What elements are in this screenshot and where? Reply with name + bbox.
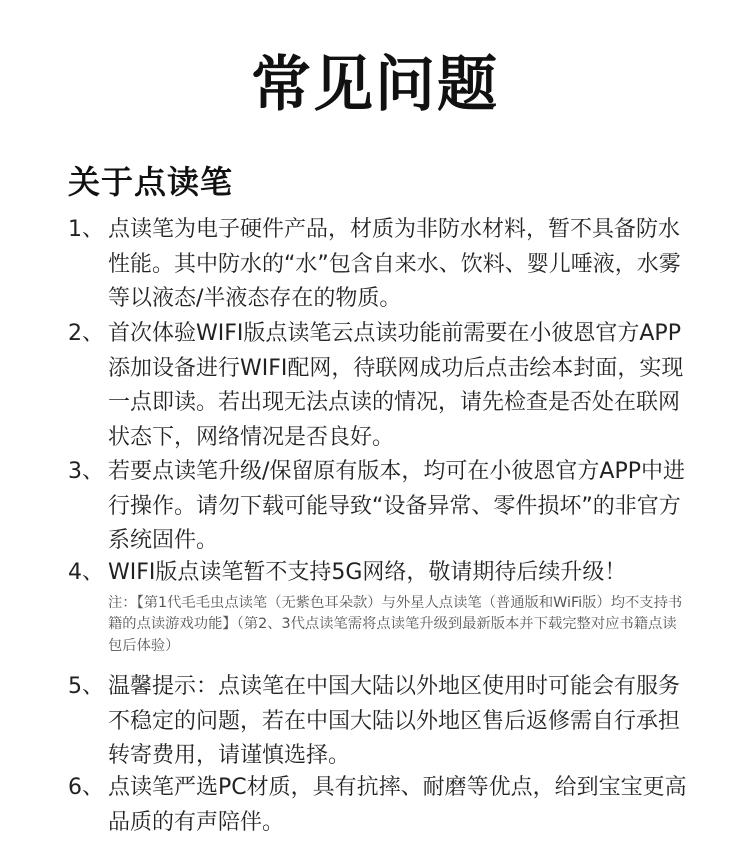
- faq-item-1: [68, 213, 688, 317]
- faq-item-text: 首次体验WIFI版点读笔云点读功能前需要在小彼恩官方APP添加设备进行WIFI配网，待联网成功后点击绘本封面，实现一点即读。若出现无法点读的情况，请先检查是否处在联网状态下，网络情况是否良好。: [108, 321, 684, 450]
- faq-item-number: 1、: [68, 217, 104, 242]
- faq-item-2: [68, 317, 688, 455]
- faq-item-text: 点读笔严选PC材质，具有抗摔、耐磨等优点，给到宝宝更高品质的有声陪伴。: [108, 775, 687, 835]
- faq-item-number: 3、: [68, 459, 104, 484]
- faq-item-number: 6、: [68, 775, 104, 800]
- faq-item-number: 5、: [68, 674, 104, 699]
- faq-item-note: 注：【第1代毛毛虫点读笔（无紫色耳朵款）与外星人点读笔（普通版和WiFi版）均不支持书籍的点读游戏功能】（第2、3代点读笔需将点读笔升级到最新版本并下载完整对应书籍点读包后体验）: [108, 594, 683, 654]
- faq-item-4: [68, 556, 688, 657]
- faq-item-3: [68, 455, 688, 559]
- faq-item-text: 若要点读笔升级/保留原有版本，均可在小彼恩官方APP中进行操作。请勿下载可能导致“设备异常、零件损坏”的非官方系统固件。: [108, 459, 685, 553]
- page-title: 常见问题: [251, 50, 499, 120]
- faq-item-5: [68, 670, 688, 774]
- faq-item-number: 4、: [68, 560, 104, 585]
- faq-item-6: [68, 771, 688, 840]
- faq-item-text: WIFI版点读笔暂不支持5G网络，敬请期待后续升级！: [108, 560, 627, 585]
- faq-item-text: 温馨提示：点读笔在中国大陆以外地区使用时可能会有服务不稳定的问题，若在中国大陆以外地区售后返修需自行承担转寄费用，请谨慎选择。: [108, 674, 681, 768]
- section-heading: 关于点读笔: [68, 163, 234, 201]
- faq-item-number: 2、: [68, 321, 104, 346]
- faq-item-text: 点读笔为电子硬件产品，材质为非防水材料，暂不具备防水性能。其中防水的“水”包含自来水、饮料、婴儿唾液，水雾等以液态/半液态存在的物质。: [108, 217, 681, 311]
